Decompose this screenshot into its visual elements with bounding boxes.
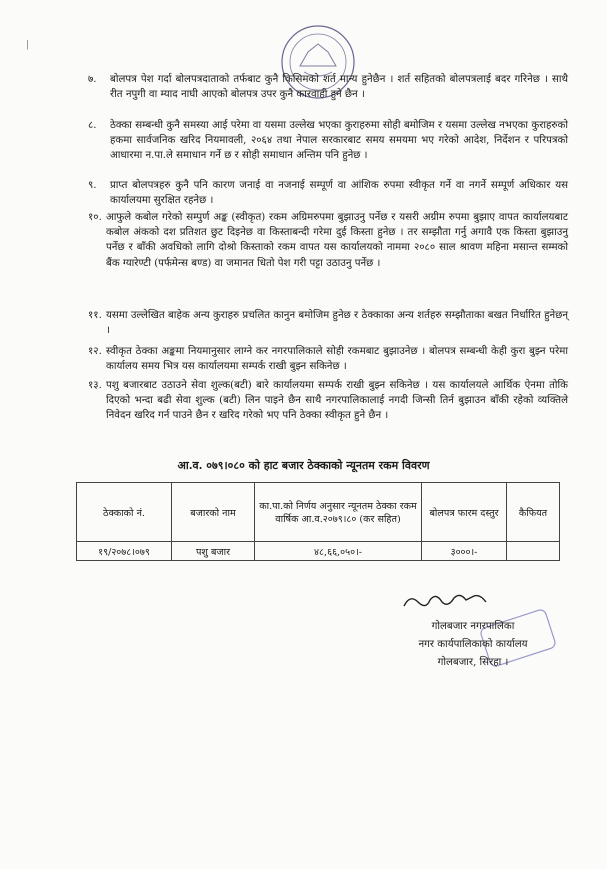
table-header: कैफियत: [507, 483, 560, 542]
clause-8: [88, 118, 568, 164]
table-header-row: [77, 483, 560, 542]
clause-number: ७.: [88, 74, 97, 85]
clause-9: [88, 178, 568, 208]
margin-mark: |: [26, 40, 30, 50]
table-header: ठेक्काको नं.: [77, 483, 172, 542]
clause-text: यसमा उल्लेखित बाहेक अन्य कुराहरु प्रचलित कानुन बमोजिम हुनेछ र ठेक्काका अन्य शर्तहरु सम्झौताका बखत निर्धारित हुनेछन् ।: [106, 310, 568, 337]
signature-line-3: गोलबजार, सिरहा ।: [437, 657, 509, 668]
clause-text: बोलपत्र पेश गर्दा बोलपत्रदाताको तर्फबाट कुनै किसिमको शर्त मान्य हुनेछैन । शर्त सहितको बोलपत्रलाई बदर गरिनेछ । साथै रीत नपुगी वा म्याद नाघी आएको बोलपत्र उपर कुनै कारवाही हुने छैन ।: [110, 74, 568, 101]
signature-scribble: [400, 590, 490, 612]
clause-text: स्वीकृत ठेक्का अङ्कमा नियमानुसार लाग्ने कर नगरपालिकाले सोही रकमबाट बुझाउनेछ । बोलपत्र सम्बन्धी केही कुरा बुझ्न परेमा कार्यालय समय भित्र यस कार्यालयमा सम्पर्क राखी बुझ्न सकिनेछ ।: [106, 346, 568, 373]
signature-line-1: गोलबजार नगरपालिका: [431, 621, 515, 632]
table-header: बोलपत्र फारम दस्तुर: [422, 483, 507, 542]
table-cell: ४८,६६,०५०।-: [255, 542, 422, 561]
clause-text: पशु बजारबाट उठाउने सेवा शुल्क(बटी) बारे कार्यालयमा सम्पर्क राखी बुझ्न सकिनेछ । यस कार्यालयले आर्थिक ऐनमा तोकि दिएको भन्दा बढी सेवा शुल्क (बटी) लिन पाइने छैन साथै नगरपालिकालाई नगदी जिन्सी तिर्न बुझाउन बाँकी रहेको व्यक्तिले निवेदन खरिद गर्न पाउने छैन र खरिद गरेको भए पनि ठेक्का स्वीकृत हुने छैन ।: [106, 380, 568, 422]
clause-text: आफुले कबोल गरेको सम्पुर्ण अङ्क (स्वीकृत) रकम अग्रिमरुपमा बुझाउनु पर्नेछ र यसरी अग्रीम रुपमा बुझाए वापत कार्यालयबाट कबोल अंकको दश प्रतिशत छुट दिइनेछ वा किस्ताबन्दी गरेमा दुई किस्ता हुनेछ । तर सम्झौता गर्नु अगावै एक किस्ता बुझाउनु पर्नेछ र बाँकी अवधिको लागि दोश्रो किस्ताको रकम वापत यस कार्यालयको नाममा २०८० साल श्रावण महिना मसान्त सम्मको बैंक ग्यारेण्टी (पर्फमेन्स बण्ड) वा जमानत धितो पेश गरी पट्टा उठाउनु पर्नेछ ।: [106, 212, 568, 269]
clause-12: [88, 344, 568, 374]
section-title: आ.व. ०७९।०८० को हाट बजार ठेक्काको न्यूनतम रकम विवरण: [177, 459, 430, 472]
clause-number: १२.: [88, 346, 102, 357]
estimate-table: [76, 482, 560, 561]
table-row: [77, 542, 560, 561]
clause-number: ८.: [88, 120, 97, 131]
clause-text: प्राप्त बोलपत्रहरु कुनै पनि कारण जनाई वा नजनाई सम्पूर्ण वा आंशिक रुपमा स्वीकृत गर्ने वा नगर्ने सम्पूर्ण अधिकार यस कार्यालयमा सुरक्षित रहनेछ ।: [110, 180, 568, 207]
table-cell: ३०००।-: [422, 542, 507, 561]
signature-line-2: नगर कार्यपालिकाको कार्यालय: [418, 639, 528, 650]
table-header: बजारको नाम: [172, 483, 255, 542]
clause-text: ठेक्का सम्बन्धी कुनै समस्या आई परेमा वा यसमा उल्लेख भएका कुराहरुमा सोही बमोजिम र यसमा उल्लेख नभएका कुराहरुको हकमा सार्वजनिक खरिद नियमावली, २०६४ तथा नेपाल सरकारबाट समय समयमा भए गरेको आदेश, निर्देशन र परिपत्रको आधारमा न.पा.ले समाधान गर्ने छ र सोही समाधान अन्तिम पनि हुनेछ ।: [110, 120, 568, 162]
table-cell: [507, 542, 560, 561]
clause-number: ११.: [88, 310, 102, 321]
clause-13: [88, 378, 568, 424]
clause-number: ९.: [88, 180, 97, 191]
clause-number: १०.: [88, 212, 102, 223]
clause-11: [88, 308, 568, 338]
table-header: का.पा.को निर्णय अनुसार न्यूनतम ठेक्का रकम वार्षिक आ.व.२०७९।८० (कर सहित): [255, 483, 422, 542]
table-cell: पशु बजार: [172, 542, 255, 561]
clause-10: [88, 210, 568, 271]
clause-number: १३.: [88, 380, 102, 391]
clause-7: [88, 72, 568, 102]
table-cell: १९/२०७८।०७९: [77, 542, 172, 561]
